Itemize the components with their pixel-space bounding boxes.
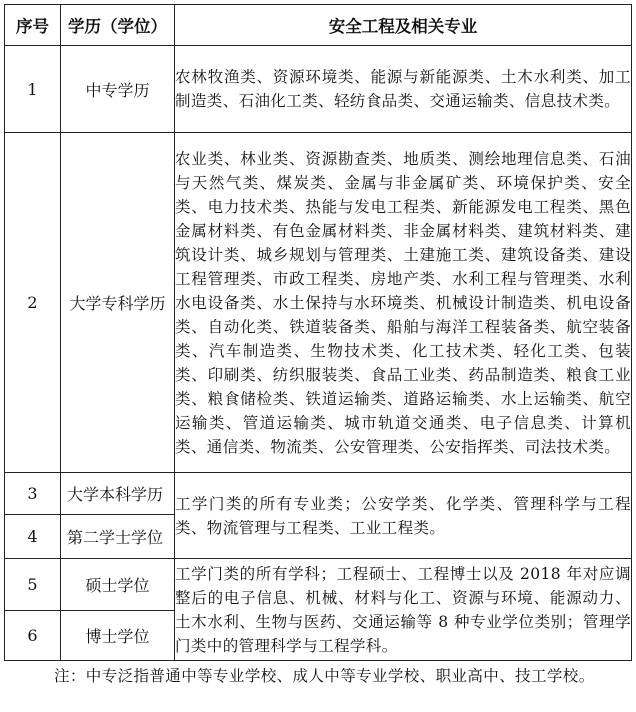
row-serial-number: 1 — [5, 46, 61, 133]
row-majors-merged: 工学门类的所有学科；工程硕士、工程博士以及 2018 年对应调整后的电子信息、机械、材料与化工、资源与环境、能源动力、土木水利、生物与医药、交通运输等 8 种专业学位类别；管理学门类中的管理科学与工程学科。 — [175, 559, 632, 661]
row-serial-number: 6 — [5, 611, 61, 661]
row-education-level: 博士学位 — [61, 611, 175, 661]
table-row — [5, 133, 632, 473]
row-majors: 农林牧渔类、资源环境类、能源与新能源类、土木水利类、加工制造类、石油化工类、轻纺食品类、交通运输类、信息技术类。 — [175, 46, 632, 133]
row-majors: 农业类、林业类、资源勘查类、地质类、测绘地理信息类、石油与天然气类、煤炭类、金属与非金属矿类、环境保护类、安全类、电力技术类、热能与发电工程类、新能源发电工程类、黑色金属材料类、有色金属材料类、非金属材料类、建筑材料类、建筑设计类、城乡规划与管理类、土建施工类、建筑设备类、建设工程管理类、市政工程类、房地产类、水利工程与管理类、水利水电设备类、水土保持与水环境类、机械设计制造类、机电设备类、自动化类、铁道装备类、船舶与海洋工程装备类、航空装备类、汽车制造类、生物技术类、化工技术类、轻化工类、包装类、印刷类、纺织服装类、食品工业类、药品制造类、粮食工业类、粮食储检类、铁道运输类、道路运输类、水上运输类、航空运输类、管道运输类、城市轨道交通类、电子信息类、计算机类、通信类、物流类、公安管理类、公安指挥类、司法技术类。 — [175, 133, 632, 473]
header-education-degree: 学历（学位） — [61, 5, 175, 46]
row-serial-number: 2 — [5, 133, 61, 473]
row-majors-merged: 工学门类的所有专业类；公安学类、化学类、管理科学与工程类、物流管理与工程类、工业工程类。 — [175, 473, 632, 559]
table-row — [5, 46, 632, 133]
header-related-majors: 安全工程及相关专业 — [175, 5, 632, 46]
table-row — [5, 473, 632, 515]
row-serial-number: 4 — [5, 515, 61, 559]
table-header-row — [5, 5, 632, 46]
row-education-level: 第二学士学位 — [61, 515, 175, 559]
row-education-level: 大学本科学历 — [61, 473, 175, 515]
header-serial-number: 序号 — [5, 5, 61, 46]
row-serial-number: 5 — [5, 559, 61, 611]
row-education-level: 大学专科学历 — [61, 133, 175, 473]
footnote: 注：中专泛指普通中等专业学校、成人中等专业学校、职业高中、技工学校。 — [54, 667, 595, 685]
major-requirements-table — [4, 4, 632, 661]
table-row — [5, 559, 632, 611]
row-serial-number: 3 — [5, 473, 61, 515]
row-education-level: 硕士学位 — [61, 559, 175, 611]
row-education-level: 中专学历 — [61, 46, 175, 133]
